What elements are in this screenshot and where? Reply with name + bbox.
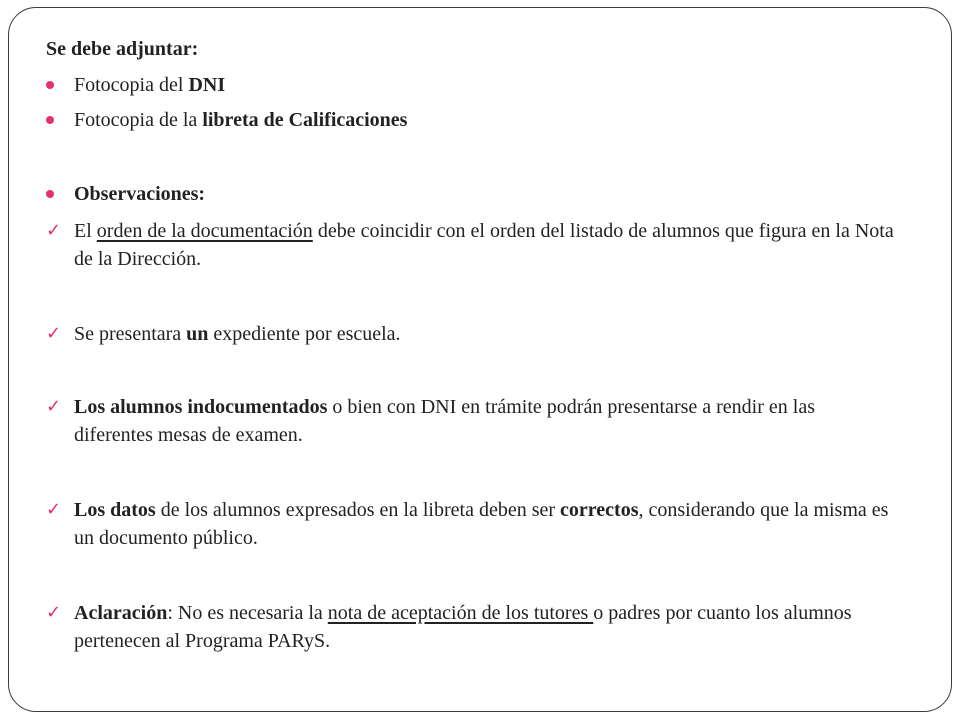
- check-mark-icon: ✓: [46, 220, 62, 241]
- bullet-plain: Fotocopia de la: [74, 109, 203, 131]
- check-mark-icon: ✓: [46, 396, 62, 417]
- check-underlined: nota de aceptación de los tutores: [327, 602, 594, 624]
- check-pre: El: [74, 220, 97, 242]
- check-text: [74, 496, 894, 552]
- check-text: [74, 320, 894, 348]
- bullet-plain: Fotocopia del: [74, 74, 189, 96]
- bullet-icon: [46, 116, 54, 124]
- check-post: o padres por cuanto los alumnos pertenecen al Programa PARyS.: [74, 602, 852, 652]
- check-text: [74, 393, 894, 449]
- bullet-bold: libreta de Calificaciones: [202, 109, 408, 131]
- check-post: o bien con DNI en trámite podrán presentarse a rendir en las diferentes mesas de examen.: [74, 396, 815, 446]
- check-mark-icon: ✓: [46, 499, 62, 520]
- check-post: debe coincidir con el orden del listado de alumnos que figura en la Nota de la Dirección.: [74, 220, 894, 270]
- check-bold: Los alumnos indocumentados: [74, 396, 328, 418]
- check-underlined: orden de la documentación: [96, 220, 313, 242]
- bullet-icon: [46, 190, 54, 198]
- check-bold: Los datos: [74, 499, 156, 521]
- check-pre: Se presentara: [74, 323, 187, 345]
- check-text: [74, 217, 894, 273]
- check-mid: : No es necesaria la: [167, 602, 328, 624]
- check-bold: un: [186, 323, 209, 345]
- bullet-text: [74, 71, 225, 99]
- check-mark-icon: ✓: [46, 602, 62, 623]
- check-post: , considerando que la misma es un documento público.: [74, 499, 889, 549]
- bullet-bold: Observaciones:: [74, 183, 206, 205]
- check-text: [74, 599, 894, 655]
- bullet-icon: [46, 81, 54, 89]
- heading-text: Se debe adjuntar:: [46, 38, 199, 60]
- bullet-bold: DNI: [188, 74, 226, 96]
- bullet-text: [74, 106, 407, 134]
- check-post: expediente por escuela.: [208, 323, 401, 345]
- check-bold: Aclaración: [74, 602, 168, 624]
- slide-frame: [8, 7, 952, 712]
- bullet-text: [74, 180, 205, 208]
- section-heading: [46, 35, 198, 63]
- check-mid: de los alumnos expresados en la libreta deben ser: [155, 499, 561, 521]
- check-bold-2: correctos: [560, 499, 639, 521]
- check-mark-icon: ✓: [46, 323, 62, 344]
